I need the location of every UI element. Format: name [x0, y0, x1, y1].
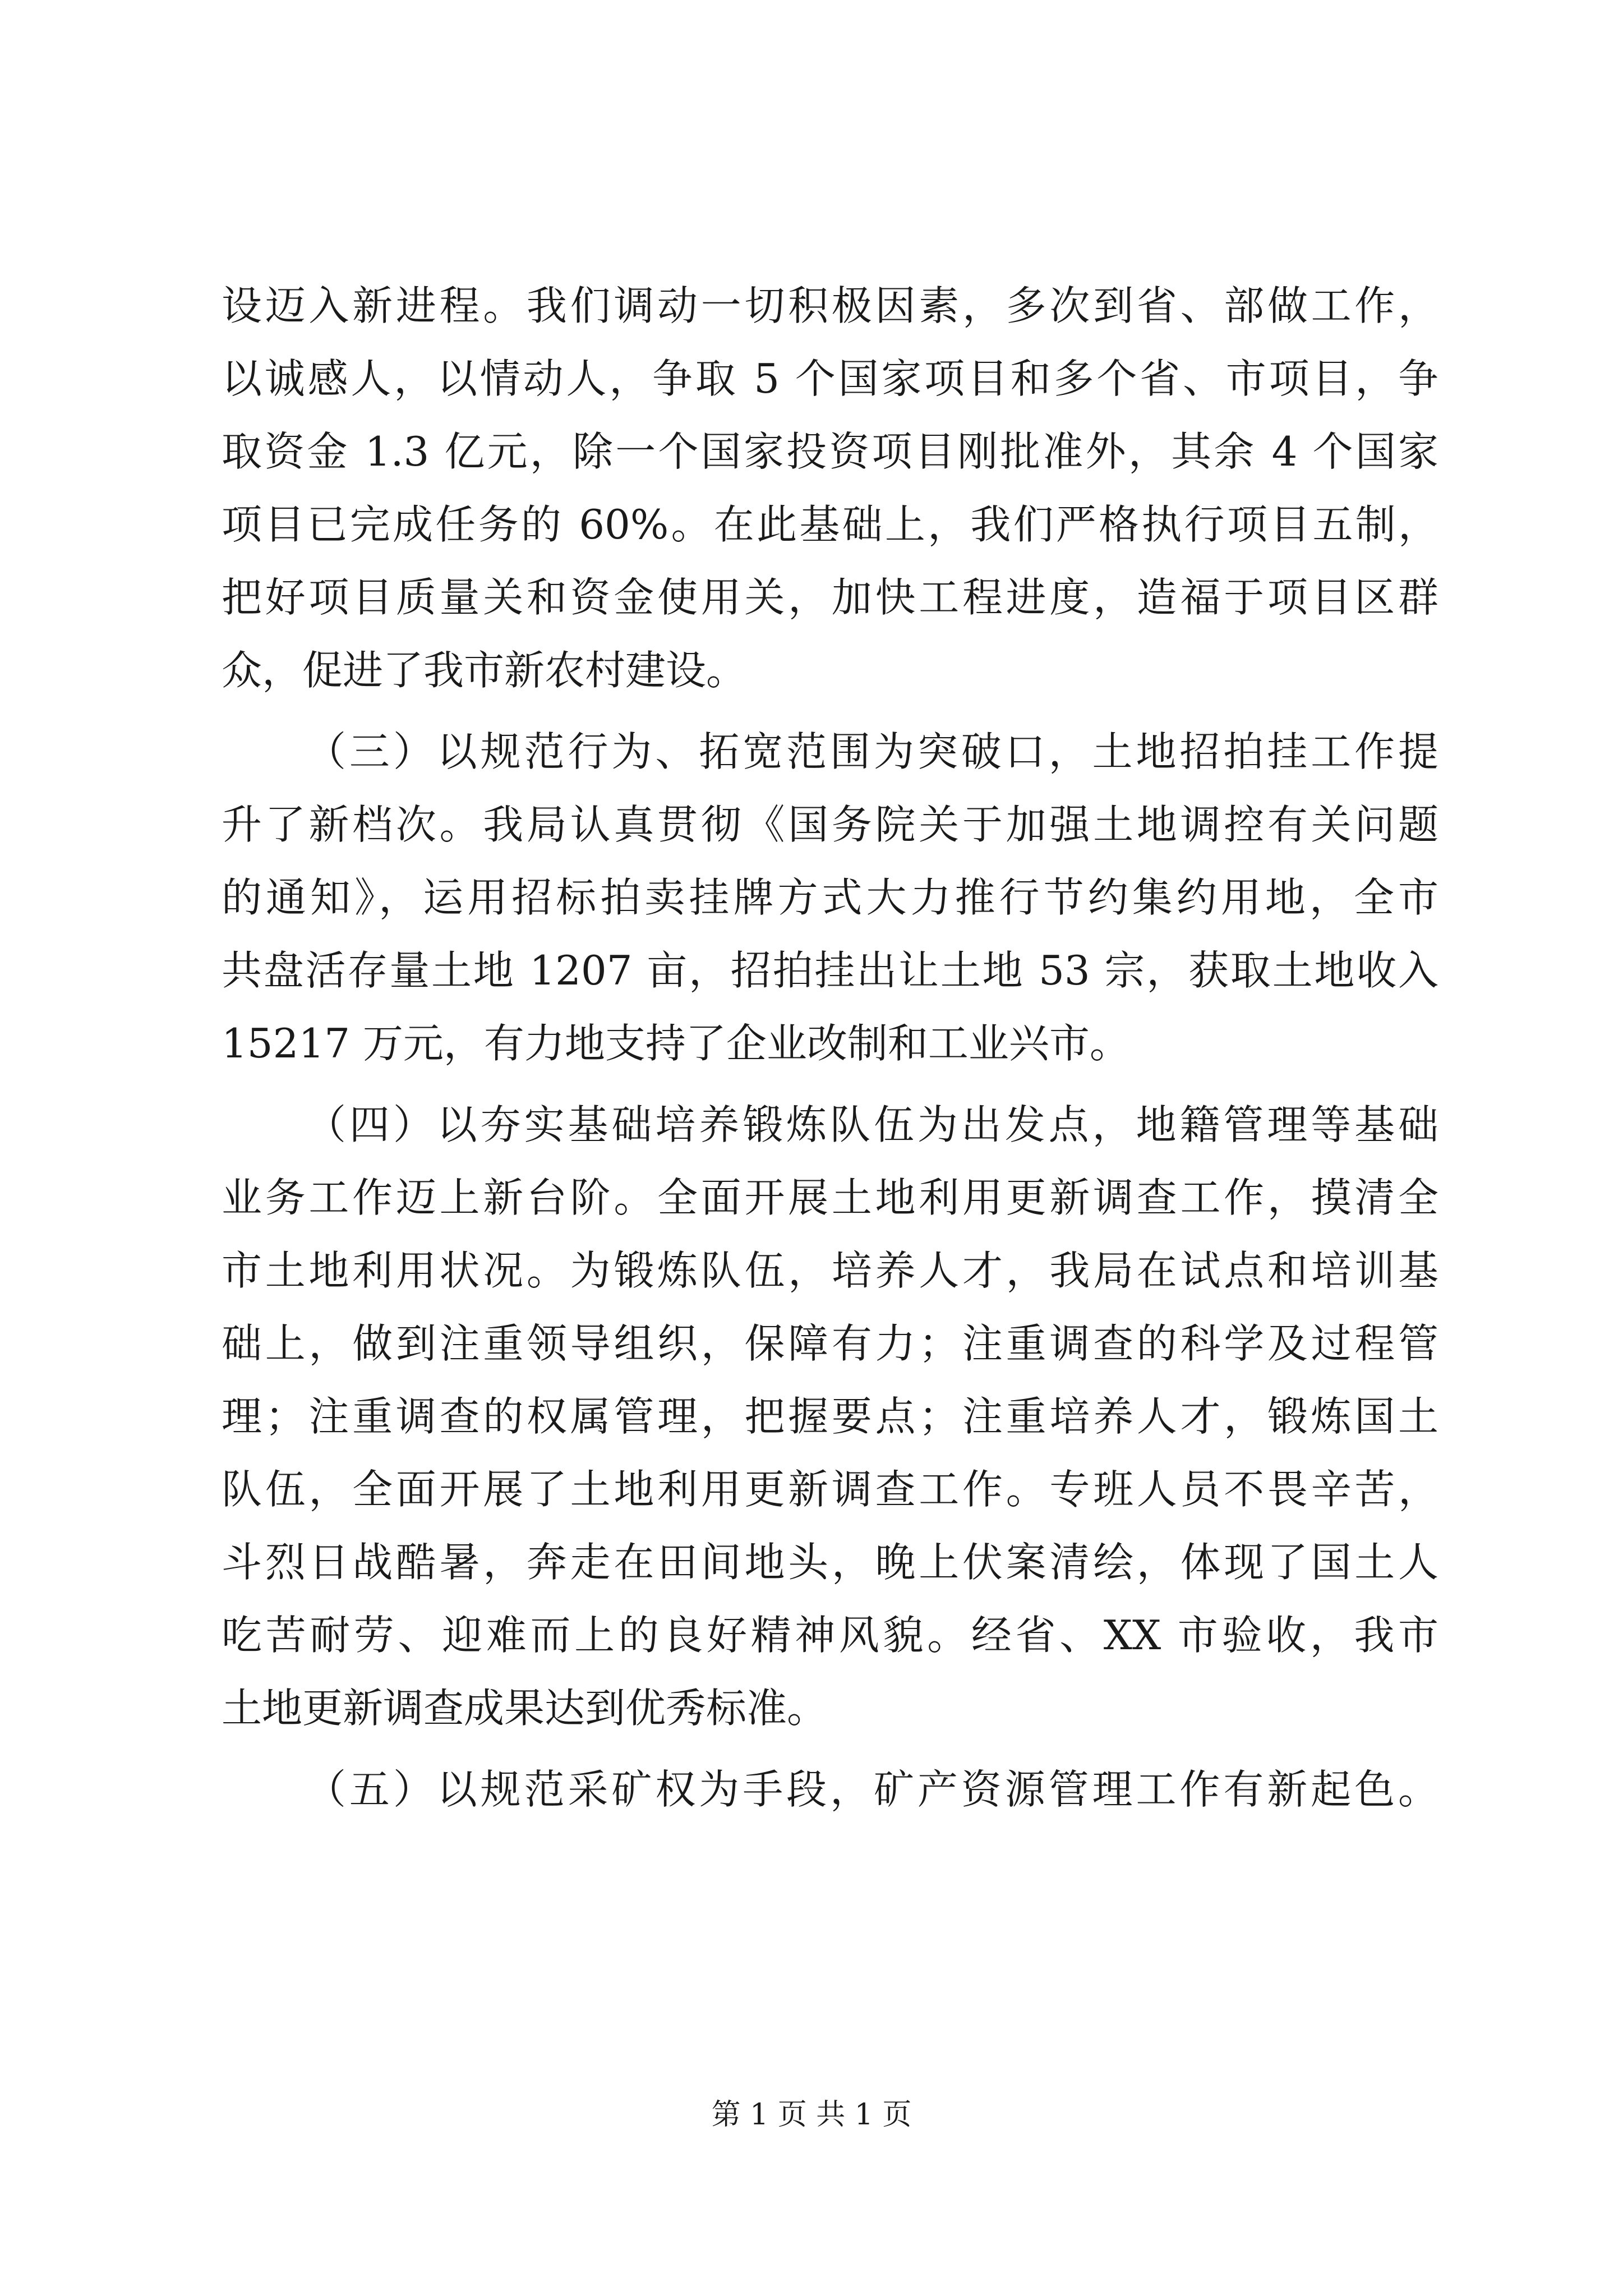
text-line: 业务工作迈上新台阶。全面开展土地利用更新调查工作，摸清全	[222, 1174, 1438, 1221]
text-line: 础上，做到注重领导组织，保障有力；注重调查的科学及过程管	[222, 1320, 1438, 1367]
page-number-footer: 第 1 页 共 1 页	[711, 2098, 912, 2132]
text-line: 项目已完成任务的 60%。在此基础上，我们严格执行项目五制，	[222, 501, 1438, 548]
paragraph-heading-line: （五）以规范采矿权为手段，矿产资源管理工作有新起色。	[306, 1766, 1438, 1813]
text-line: 众，促进了我市新农村建设。	[222, 647, 747, 694]
text-line: 以诚感人，以情动人，争取 5 个国家项目和多个省、市项目，争	[222, 355, 1438, 402]
text-line: 15217 万元，有力地支持了企业改制和工业兴市。	[222, 1020, 1130, 1067]
text-line: 共盘活存量土地 1207 亩，招拍挂出让土地 53 宗，获取土地收入	[222, 947, 1438, 994]
text-line: 取资金 1.3 亿元，除一个国家投资项目刚批准外，其余 4 个国家	[222, 428, 1438, 475]
text-line: 设迈入新进程。我们调动一切积极因素，多次到省、部做工作，	[222, 282, 1438, 329]
text-line: 斗烈日战酷暑，奔走在田间地头，晚上伏案清绘，体现了国土人	[222, 1539, 1438, 1586]
text-line: 队伍，全面开展了土地利用更新调查工作。专班人员不畏辛苦，	[222, 1466, 1438, 1513]
paragraph-heading-line: （三）以规范行为、拓宽范围为突破口，土地招拍挂工作提	[306, 728, 1438, 775]
text-line: 吃苦耐劳、迎难而上的良好精神风貌。经省、XX 市验收，我市	[222, 1612, 1438, 1659]
text-line: 把好项目质量关和资金使用关，加快工程进度，造福于项目区群	[222, 574, 1438, 621]
text-line: 土地更新调查成果达到优秀标准。	[222, 1685, 828, 1732]
text-line: 市土地利用状况。为锻炼队伍，培养人才，我局在试点和培训基	[222, 1247, 1438, 1294]
text-line: 的通知》，运用招标拍卖挂牌方式大力推行节约集约用地，全市	[222, 874, 1438, 921]
text-line: 理；注重调查的权属管理，把握要点；注重培养人才，锻炼国土	[222, 1393, 1438, 1440]
paragraph-heading-line: （四）以夯实基础培养锻炼队伍为出发点，地籍管理等基础	[306, 1101, 1438, 1148]
text-line: 升了新档次。我局认真贯彻《国务院关于加强土地调控有关问题	[222, 801, 1438, 848]
